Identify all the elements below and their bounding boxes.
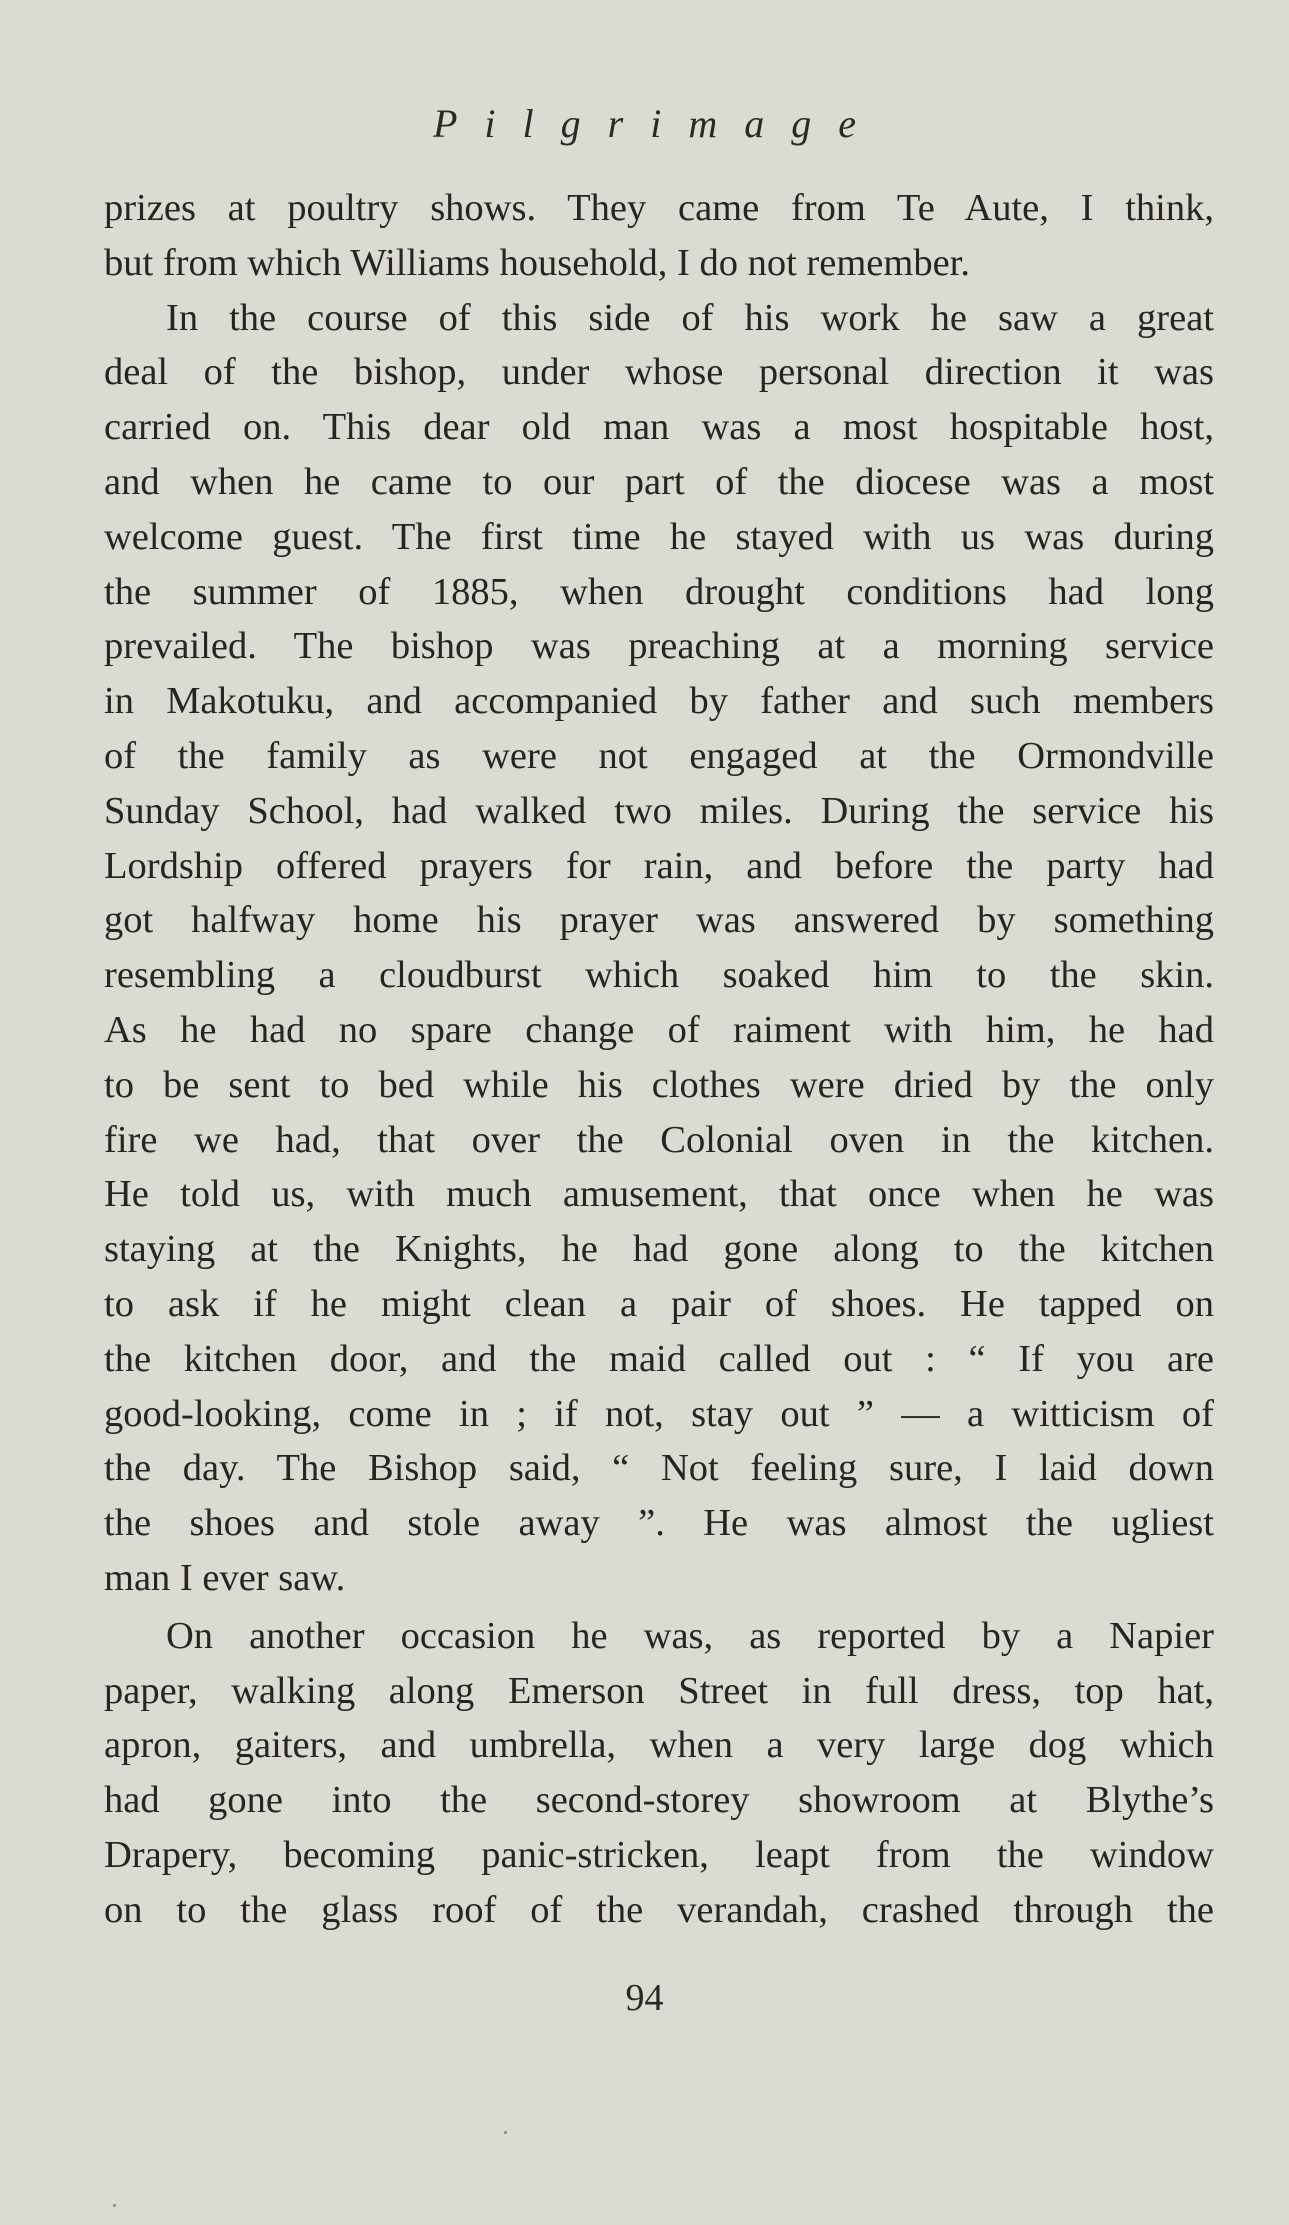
running-head: Pilgrimage bbox=[433, 101, 883, 146]
text-line: welcome guest. The first time he stayed with us was during bbox=[104, 515, 1214, 558]
text-line: on to the glass roof of the verandah, crashed through the bbox=[104, 1888, 1214, 1931]
text-line: carried on. This dear old man was a most hospitable host, bbox=[104, 406, 1214, 449]
text-line: to be sent to bed while his clothes were dried by the only bbox=[104, 1063, 1214, 1106]
text-line: In the course of this side of his work he saw a great bbox=[166, 296, 1214, 339]
text-line: in Makotuku, and accompanied by father and such members bbox=[104, 680, 1214, 723]
text-line: the shoes and stole away ”. He was almost the ugliest bbox=[104, 1502, 1214, 1545]
text-line: Sunday School, had walked two miles. During the service his bbox=[104, 789, 1214, 832]
text-line: the summer of 1885, when drought conditions had long bbox=[104, 570, 1214, 613]
text-line: Drapery, becoming panic-stricken, leapt from the window bbox=[104, 1833, 1214, 1876]
text-line: fire we had, that over the Colonial oven in the kitchen. bbox=[104, 1118, 1214, 1161]
text-line: apron, gaiters, and umbrella, when a very large dog which bbox=[104, 1724, 1214, 1767]
text-line: got halfway home his prayer was answered by something bbox=[104, 899, 1214, 942]
text-line: had gone into the second-storey showroom at Blythe’s bbox=[104, 1779, 1214, 1822]
text-line: but from which Williams household, I do not remember. bbox=[104, 241, 970, 284]
page-number: 94 bbox=[625, 1977, 664, 2019]
text-line: to ask if he might clean a pair of shoes. He tapped on bbox=[104, 1282, 1214, 1325]
text-line: the day. The Bishop said, “ Not feeling sure, I laid down bbox=[104, 1447, 1214, 1490]
text-line: Lordship offered prayers for rain, and before the party had bbox=[104, 844, 1214, 887]
text-line: good-looking, come in ; if not, stay out ” — a witticism of bbox=[104, 1392, 1214, 1435]
text-line: prizes at poultry shows. They came from Te Aute, I think, bbox=[104, 187, 1214, 229]
text-line: On another occasion he was, as reported by a Napier bbox=[166, 1614, 1214, 1657]
body-text bbox=[104, 181, 1214, 1938]
text-line: of the family as were not engaged at the Ormondville bbox=[104, 734, 1214, 777]
text-line: and when he came to our part of the diocese was a most bbox=[104, 460, 1214, 503]
text-line: deal of the bishop, under whose personal direction it was bbox=[104, 351, 1214, 394]
text-line: resembling a cloudburst which soaked him to the skin. bbox=[104, 954, 1214, 997]
text-line: As he had no spare change of raiment with him, he had bbox=[104, 1008, 1214, 1051]
text-line: the kitchen door, and the maid called out : “ If you are bbox=[104, 1337, 1214, 1380]
text-line: prevailed. The bishop was preaching at a morning service bbox=[104, 625, 1214, 668]
paper-speck bbox=[504, 2131, 507, 2134]
text-line: man I ever saw. bbox=[104, 1556, 346, 1599]
text-line: paper, walking along Emerson Street in full dress, top hat, bbox=[104, 1669, 1214, 1712]
text-line: staying at the Knights, he had gone along to the kitchen bbox=[104, 1228, 1214, 1271]
paper-speck bbox=[113, 2204, 116, 2207]
text-line: He told us, with much amusement, that once when he was bbox=[104, 1173, 1214, 1216]
